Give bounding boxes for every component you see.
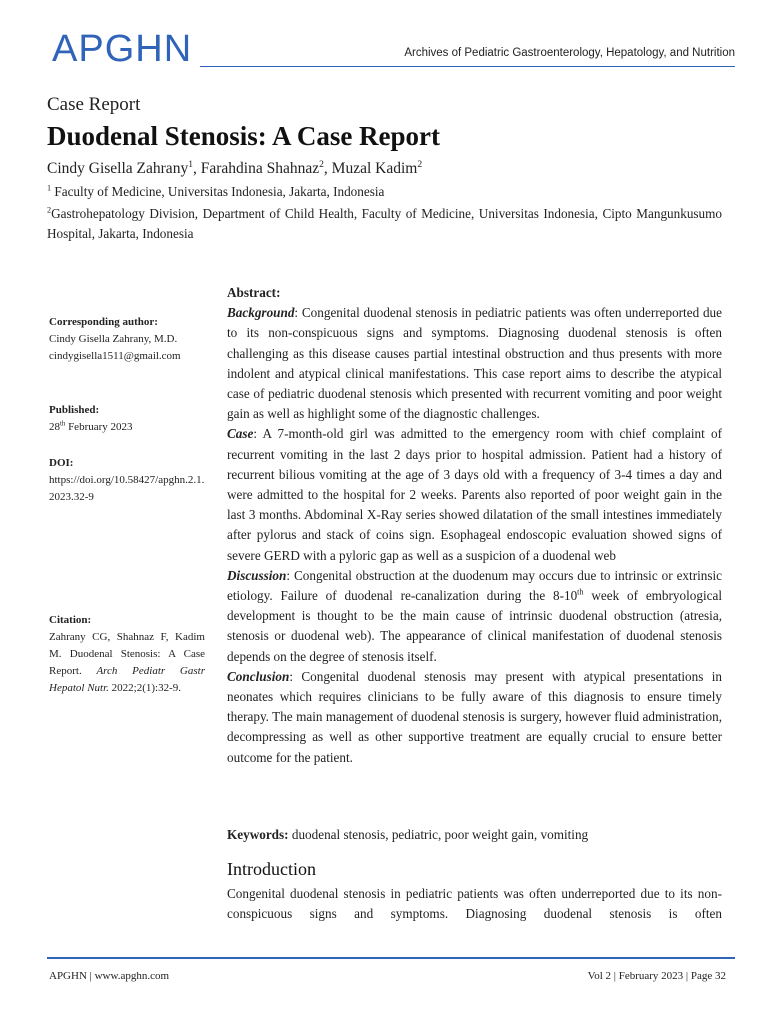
header-divider (200, 66, 735, 67)
keywords-text: duodenal stenosis, pediatric, poor weight gain, vomiting (288, 827, 589, 842)
introduction-heading: Introduction (227, 859, 316, 879)
doi-label: DOI: (49, 457, 74, 469)
author-name: Cindy Gisella Zahrany (47, 160, 189, 177)
author-affiliation-mark: 2 (319, 158, 324, 170)
corresponding-author-label: Corresponding author: (49, 316, 158, 328)
published-label: Published: (49, 404, 100, 416)
doi-block (49, 455, 205, 506)
footer-divider (47, 957, 735, 959)
footer-page-info: Vol 2 | February 2023 | Page 32 (587, 970, 726, 982)
abstract (227, 283, 722, 768)
author-affiliation-mark: 1 (188, 158, 193, 170)
published-block (49, 402, 205, 436)
corresponding-author-email[interactable]: cindygisella1511@gmail.com (49, 350, 181, 362)
author-name: Muzal Kadim (331, 160, 418, 177)
article-title: Duodenal Stenosis: A Case Report (47, 121, 441, 151)
abstract-discussion: Discussion: Congenital obstruction at the duodenum may occurs due to intrinsic or extrinsic etiology. Failure of duodenal re-canalization during the 8-10th week of embryological development is thought to be the main cause of intrinsic duodenal obstruction (atresia, stenosis or duodenal web). The appearance of clinical manifestation of duodenal stenosis depends on the degree of stenosis itself. (227, 567, 722, 664)
article-type: Case Report (47, 94, 141, 115)
keywords (227, 825, 722, 845)
citation-block: Citation: Zahrany CG, Shahnaz F, Kadim M. Duodenal Stenosis: A Case Report. Arch Pediatr Gastr Hepatol Nutr. 2022;2(1):32-9. (49, 614, 205, 694)
corresponding-author-name: Cindy Gisella Zahrany, M.D. (49, 333, 178, 345)
doi-link[interactable]: https://doi.org/10.58427/apghn.2.1.2023.32-9 (49, 474, 205, 503)
keywords-label: Keywords: (227, 827, 289, 842)
author-list: Cindy Gisella Zahrany$^1$, Farahdina Shahnaz$^2$, Muzal Kadim$^2$ (47, 158, 423, 177)
author-name: Farahdina Shahnaz (200, 160, 320, 177)
footer-site: APGHN | www.apghn.com (49, 970, 170, 982)
journal-logo: APGHN (52, 28, 193, 70)
corresponding-author-block (49, 314, 205, 365)
abstract-conclusion: Conclusion: Congenital duodenal stenosis may present with atypical presentations in neonates which requires clinicians to be fully aware of this diagnosis to ensure timely therapy. The main management of duodenal stenosis is surgery, however fluid administration, decompressing as well as other supportive treatment are equally crucial to ensure better outcome for the patient. (227, 668, 722, 765)
affiliation-1: $^1$ Faculty of Medicine, Universitas Indonesia, Jakarta, Indonesia (47, 183, 385, 199)
author-affiliation-mark: 2 (417, 158, 423, 170)
citation-text: Zahrany CG, Shahnaz F, Kadim M. Duodenal Stenosis: A Case Report. (49, 631, 205, 677)
published-date: 28th February 2023 (49, 420, 133, 433)
introduction-text: Congenital duodenal stenosis in pediatric patients was often underreported due to its non-conspicuous signs and symptoms. Diagnosing duodenal stenosis is often (227, 886, 722, 922)
citation-label: Citation: (49, 614, 92, 626)
abstract-background: Background: Congenital duodenal stenosis in pediatric patients was often underreported due to its non-conspicuous signs and symptoms. Diagnosing duodenal stenosis is often challenging as this disease causes partial intestinal obstruction and thus presents with more indolent and atypical clinical manifestations. This case report aims to describe the atypical case of pediatric duodenal stenosis which presented with recurrent vomiting and poor weight gain as well as highlight some of the diagnostic challenges. (227, 305, 722, 422)
abstract-case: Case: A 7-month-old girl was admitted to the emergency room with chief complaint of recurrent vomiting in the last 2 days prior to hospital admission. Patient had a history of recurrent bilious vomiting at the age of 3 days old with a frequency of 3-4 times a day and were admitted to the hospital for 2 weeks. Parents also reported of poor weight gain in the last 3 months. Abdominal X-Ray series showed dilatation of the small intestines immediately after pylorus and stack of coins sign. Esophageal endoscopic evaluation showed signs of severe GERD with a pyloric gap as well as a suspicion of a duodenal web (227, 426, 722, 563)
journal-name: Archives of Pediatric Gastroenterology, Hepatology, and Nutrition (404, 47, 735, 59)
citation-journal: Arch Pediatr Gastr Hepatol Nutr. (49, 665, 205, 694)
affiliation-2: $^2$Gastrohepatology Division, Department of Child Health, Faculty of Medicine, Universitas Indonesia, Cipto Mangunkusumo Hospital, Jakarta, Indonesia (47, 205, 722, 241)
abstract-heading: Abstract: (227, 285, 281, 300)
